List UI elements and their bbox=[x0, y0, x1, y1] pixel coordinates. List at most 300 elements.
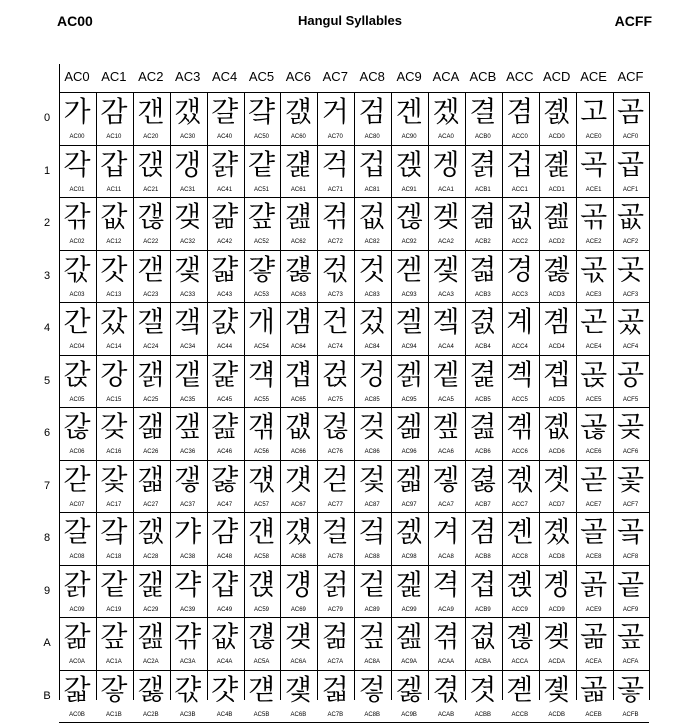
syllable-glyph: 곓 bbox=[543, 252, 571, 286]
code-point-label: AC3A bbox=[179, 659, 196, 665]
chart-cell bbox=[170, 512, 206, 564]
syllable-glyph: 겔 bbox=[395, 305, 423, 338]
chart-cell bbox=[539, 302, 575, 354]
chart-cell bbox=[539, 670, 575, 722]
chart-cell bbox=[244, 565, 280, 617]
row-header: B bbox=[43, 689, 51, 702]
code-point-label: AC15 bbox=[106, 396, 122, 403]
syllable-glyph: 곅 bbox=[506, 357, 534, 391]
code-point-label: AC94 bbox=[401, 344, 417, 350]
chart-cell bbox=[96, 670, 132, 722]
chart-cell bbox=[391, 407, 427, 459]
syllable-glyph: 간 bbox=[63, 305, 91, 338]
chart-cell bbox=[354, 355, 390, 407]
chart-cell bbox=[391, 670, 427, 722]
code-point-label: AC97 bbox=[401, 501, 417, 508]
code-point-label: ACF9 bbox=[622, 606, 639, 613]
code-point-label: ACBB bbox=[474, 711, 492, 718]
chart-cell bbox=[465, 512, 501, 564]
chart-cell bbox=[502, 250, 538, 302]
chart-cell bbox=[317, 460, 353, 512]
code-point-label: AC76 bbox=[327, 449, 343, 455]
chart-cell bbox=[244, 197, 280, 249]
syllable-glyph: 건 bbox=[321, 305, 349, 338]
syllable-glyph: 값 bbox=[100, 200, 128, 233]
chart-cell bbox=[465, 92, 501, 144]
chart-cell bbox=[133, 565, 169, 617]
syllable-glyph: 고 bbox=[580, 95, 608, 128]
code-point-label: ACD1 bbox=[548, 186, 565, 193]
syllable-glyph: 겤 bbox=[432, 305, 460, 338]
syllable-glyph: 걚 bbox=[247, 620, 276, 653]
row-header: 1 bbox=[43, 164, 51, 177]
code-point-label: AC48 bbox=[217, 554, 233, 560]
code-point-label: AC4B bbox=[216, 711, 233, 718]
chart-cell bbox=[59, 670, 95, 722]
code-point-label: AC38 bbox=[180, 554, 196, 560]
syllable-glyph: 걫 bbox=[284, 672, 312, 706]
code-point-label: ACC0 bbox=[511, 134, 528, 140]
chart-cell bbox=[207, 617, 243, 669]
chart-cell bbox=[244, 145, 280, 197]
code-point-label: ACA3 bbox=[438, 291, 454, 298]
chart-cell bbox=[207, 565, 243, 617]
row-header: A bbox=[43, 637, 51, 649]
chart-cell bbox=[96, 92, 132, 144]
code-point-label: AC6B bbox=[290, 711, 307, 718]
code-point-label: AC03 bbox=[69, 291, 85, 298]
code-point-label: ACC7 bbox=[511, 501, 528, 508]
code-point-label: ACB4 bbox=[475, 344, 491, 350]
chart-cell bbox=[96, 145, 132, 197]
chart-cell bbox=[465, 565, 501, 617]
syllable-glyph: 곕 bbox=[543, 357, 571, 391]
syllable-glyph: 걊 bbox=[211, 620, 239, 653]
code-point-label: AC86 bbox=[364, 449, 380, 455]
chart-cell bbox=[428, 302, 464, 354]
row-header: 3 bbox=[43, 269, 51, 282]
chart-cell bbox=[354, 617, 390, 669]
chart-cell bbox=[280, 670, 316, 722]
code-point-label: ACA5 bbox=[438, 396, 454, 403]
chart-cell bbox=[170, 670, 206, 722]
code-point-label: AC5B bbox=[253, 711, 270, 718]
syllable-glyph: 겊 bbox=[358, 620, 386, 653]
page-title: Hangul Syllables bbox=[297, 13, 403, 28]
syllable-glyph: 갶 bbox=[174, 410, 202, 443]
chart-cell bbox=[613, 617, 649, 669]
syllable-glyph: 곢 bbox=[580, 200, 608, 233]
chart-cell bbox=[576, 617, 612, 669]
code-point-label: ACF2 bbox=[622, 239, 639, 245]
chart-cell bbox=[576, 407, 612, 459]
chart-cell bbox=[354, 670, 390, 722]
syllable-glyph: 강 bbox=[100, 357, 128, 391]
chart-cell bbox=[502, 355, 538, 407]
chart-cell bbox=[613, 145, 649, 197]
syllable-glyph: 겛 bbox=[395, 672, 423, 706]
chart-cell bbox=[502, 197, 538, 249]
syllable-glyph: 갛 bbox=[100, 672, 128, 706]
chart-cell bbox=[317, 302, 353, 354]
syllable-glyph: 곉 bbox=[506, 567, 534, 601]
code-point-label: AC39 bbox=[180, 606, 196, 613]
row-header: 8 bbox=[43, 532, 51, 544]
code-point-label: AC78 bbox=[327, 554, 343, 560]
range-start-label: AC00 bbox=[57, 13, 93, 29]
syllable-glyph: 곘 bbox=[543, 515, 571, 548]
syllable-glyph: 겣 bbox=[432, 252, 460, 286]
chart-cell bbox=[170, 92, 206, 144]
syllable-glyph: 겠 bbox=[432, 95, 460, 128]
code-point-label: ACB8 bbox=[475, 554, 491, 560]
chart-cell bbox=[244, 407, 280, 459]
syllable-glyph: 곻 bbox=[616, 672, 645, 706]
chart-cell bbox=[354, 512, 390, 564]
chart-cell bbox=[354, 407, 390, 459]
chart-cell bbox=[613, 250, 649, 302]
code-point-label: ACDB bbox=[548, 711, 566, 718]
chart-cell bbox=[576, 302, 612, 354]
chart-cell bbox=[317, 355, 353, 407]
code-point-label: AC20 bbox=[143, 134, 159, 140]
chart-cell bbox=[539, 197, 575, 249]
chart-cell bbox=[576, 460, 612, 512]
syllable-glyph: 갲 bbox=[174, 200, 202, 233]
code-point-label: ACA8 bbox=[438, 554, 454, 560]
syllable-glyph: 겕 bbox=[395, 357, 423, 391]
code-point-label: AC9A bbox=[401, 659, 417, 665]
code-point-label: AC7B bbox=[327, 711, 344, 718]
chart-cell bbox=[170, 355, 206, 407]
code-point-label: ACF8 bbox=[622, 554, 639, 560]
syllable-glyph: 걅 bbox=[211, 357, 239, 391]
syllable-glyph: 겈 bbox=[358, 515, 386, 548]
code-point-label: AC25 bbox=[143, 396, 159, 403]
chart-cell bbox=[428, 250, 464, 302]
code-point-label: ACF3 bbox=[622, 291, 639, 298]
syllable-glyph: 갣 bbox=[137, 252, 165, 286]
syllable-glyph: 갋 bbox=[63, 672, 91, 706]
syllable-glyph: 겹 bbox=[469, 567, 497, 601]
syllable-glyph: 겲 bbox=[469, 200, 497, 233]
syllable-glyph: 겄 bbox=[358, 305, 386, 338]
syllable-glyph: 걥 bbox=[284, 357, 312, 391]
syllable-glyph: 갓 bbox=[100, 252, 128, 286]
syllable-glyph: 걐 bbox=[247, 95, 276, 128]
syllable-glyph: 각 bbox=[63, 147, 91, 181]
grid-column-divider bbox=[649, 92, 650, 700]
code-point-label: AC11 bbox=[106, 186, 122, 193]
code-point-label: ACEA bbox=[585, 659, 602, 665]
code-point-label: AC47 bbox=[217, 501, 233, 508]
chart-cell bbox=[428, 617, 464, 669]
syllable-glyph: 갩 bbox=[137, 567, 165, 601]
code-point-label: AC19 bbox=[106, 606, 122, 613]
chart-cell bbox=[59, 512, 95, 564]
chart-cell bbox=[280, 617, 316, 669]
chart-cell bbox=[576, 145, 612, 197]
syllable-glyph: 곷 bbox=[616, 462, 645, 496]
code-point-label: AC50 bbox=[253, 134, 269, 140]
chart-cell bbox=[207, 355, 243, 407]
chart-cell bbox=[244, 302, 280, 354]
syllable-glyph: 겸 bbox=[469, 515, 497, 548]
syllable-glyph: 곇 bbox=[506, 462, 534, 496]
chart-cell bbox=[207, 145, 243, 197]
code-point-label: AC92 bbox=[401, 239, 417, 245]
code-point-label: AC09 bbox=[69, 606, 85, 613]
chart-cell bbox=[354, 197, 390, 249]
code-point-label: AC88 bbox=[364, 554, 380, 560]
chart-cell bbox=[317, 250, 353, 302]
code-point-label: AC9B bbox=[401, 711, 417, 718]
syllable-glyph: 겡 bbox=[432, 147, 460, 181]
chart-cell bbox=[207, 92, 243, 144]
code-point-label: AC60 bbox=[290, 134, 306, 140]
code-point-label: ACD9 bbox=[548, 606, 565, 613]
code-point-label: AC8A bbox=[364, 659, 381, 665]
code-point-label: ACB1 bbox=[475, 186, 491, 193]
chart-cell bbox=[391, 92, 427, 144]
code-point-label: AC73 bbox=[327, 291, 343, 298]
chart-cell bbox=[207, 250, 243, 302]
syllable-glyph: 곪 bbox=[580, 620, 608, 653]
chart-cell bbox=[280, 302, 316, 354]
chart-cell bbox=[59, 250, 95, 302]
syllable-glyph: 겸 bbox=[506, 95, 534, 128]
code-point-label: ACC8 bbox=[511, 554, 528, 560]
chart-cell bbox=[207, 670, 243, 722]
code-point-label: AC36 bbox=[180, 449, 196, 455]
code-point-label: AC8B bbox=[364, 711, 381, 718]
syllable-glyph: 갅 bbox=[63, 357, 91, 391]
code-point-label: ACB6 bbox=[475, 449, 491, 455]
code-point-label: AC30 bbox=[180, 134, 196, 140]
syllable-glyph: 걃 bbox=[211, 252, 239, 286]
chart-cell bbox=[391, 197, 427, 249]
syllable-glyph: 가 bbox=[63, 95, 91, 128]
chart-cell bbox=[207, 302, 243, 354]
code-point-label: AC41 bbox=[217, 186, 233, 193]
syllable-glyph: 계 bbox=[506, 305, 534, 338]
chart-cell bbox=[613, 670, 649, 722]
chart-cell bbox=[391, 145, 427, 197]
syllable-glyph: 겴 bbox=[469, 305, 497, 338]
code-point-label: AC23 bbox=[143, 291, 159, 298]
chart-cell bbox=[576, 670, 612, 722]
code-point-label: AC84 bbox=[364, 344, 380, 350]
chart-cell bbox=[465, 197, 501, 249]
code-point-label: ACF5 bbox=[622, 396, 639, 403]
syllable-glyph: 갈 bbox=[63, 515, 91, 548]
chart-cell bbox=[502, 145, 538, 197]
code-point-label: ACE6 bbox=[585, 449, 602, 455]
chart-cell bbox=[391, 565, 427, 617]
syllable-glyph: 겫 bbox=[432, 672, 460, 706]
syllable-glyph: 갤 bbox=[137, 305, 165, 338]
code-point-label: AC70 bbox=[327, 134, 343, 140]
code-point-label: AC04 bbox=[69, 344, 85, 350]
code-point-label: AC89 bbox=[364, 606, 380, 613]
column-header: AC4 bbox=[211, 69, 238, 84]
syllable-glyph: 갘 bbox=[100, 515, 128, 548]
chart-cell bbox=[133, 250, 169, 302]
chart-cell bbox=[613, 302, 649, 354]
chart-cell bbox=[428, 407, 464, 459]
chart-cell bbox=[133, 670, 169, 722]
syllable-glyph: 걋 bbox=[211, 672, 239, 706]
chart-cell bbox=[428, 565, 464, 617]
code-point-label: AC21 bbox=[143, 186, 159, 193]
code-point-label: ACC4 bbox=[511, 344, 528, 350]
chart-cell bbox=[502, 407, 538, 459]
code-point-label: ACD3 bbox=[548, 291, 565, 298]
code-point-label: AC65 bbox=[290, 396, 306, 403]
syllable-glyph: 겗 bbox=[395, 462, 423, 496]
syllable-glyph: 겐 bbox=[395, 95, 423, 128]
code-point-label: AC55 bbox=[253, 396, 269, 403]
syllable-glyph: 곐 bbox=[543, 95, 571, 128]
syllable-glyph: 걢 bbox=[284, 200, 312, 233]
syllable-glyph: 곰 bbox=[616, 95, 645, 128]
syllable-glyph: 걓 bbox=[247, 252, 276, 286]
chart-cell bbox=[96, 407, 132, 459]
syllable-glyph: 걘 bbox=[247, 515, 276, 548]
chart-cell bbox=[465, 250, 501, 302]
code-point-label: AC83 bbox=[364, 291, 380, 298]
syllable-glyph: 걣 bbox=[284, 252, 312, 286]
chart-cell bbox=[317, 197, 353, 249]
code-point-label: AC12 bbox=[106, 239, 122, 245]
code-point-label: ACE3 bbox=[585, 291, 602, 298]
code-point-label: ACD4 bbox=[548, 344, 565, 350]
code-point-label: AC13 bbox=[106, 291, 122, 298]
chart-cell bbox=[391, 460, 427, 512]
code-point-label: ACE4 bbox=[585, 344, 602, 350]
code-point-label: AC2A bbox=[142, 659, 159, 665]
code-point-label: AC54 bbox=[253, 344, 269, 350]
code-point-label: AC01 bbox=[69, 186, 85, 193]
chart-cell bbox=[539, 355, 575, 407]
chart-cell bbox=[170, 197, 206, 249]
code-point-label: AC64 bbox=[290, 344, 306, 350]
chart-cell bbox=[170, 302, 206, 354]
chart-cell bbox=[59, 92, 95, 144]
chart-cell bbox=[317, 565, 353, 617]
chart-cell bbox=[280, 407, 316, 459]
syllable-glyph: 곑 bbox=[543, 147, 571, 181]
code-point-label: ACE8 bbox=[585, 554, 602, 560]
syllable-glyph: 걨 bbox=[284, 515, 312, 548]
chart-cell bbox=[207, 460, 243, 512]
code-point-label: ACC1 bbox=[511, 186, 528, 193]
syllable-glyph: 걒 bbox=[247, 200, 276, 233]
syllable-glyph: 걄 bbox=[211, 305, 239, 338]
code-point-label: AC29 bbox=[143, 606, 159, 613]
syllable-glyph: 거 bbox=[321, 95, 349, 128]
code-point-label: AC61 bbox=[290, 186, 306, 193]
syllable-glyph: 겵 bbox=[469, 357, 497, 391]
chart-cell bbox=[170, 565, 206, 617]
code-point-label: AC35 bbox=[180, 396, 196, 403]
syllable-glyph: 겖 bbox=[395, 410, 423, 443]
syllable-glyph: 갑 bbox=[100, 147, 128, 181]
code-point-label: AC42 bbox=[217, 239, 233, 245]
chart-cell bbox=[465, 302, 501, 354]
syllable-glyph: 겒 bbox=[395, 200, 423, 233]
syllable-glyph: 공 bbox=[616, 357, 645, 391]
syllable-glyph: 곩 bbox=[580, 567, 608, 601]
code-point-label: ACA6 bbox=[438, 449, 454, 455]
chart-cell bbox=[428, 355, 464, 407]
syllable-glyph: 겂 bbox=[358, 200, 386, 233]
code-point-label: AC07 bbox=[69, 501, 85, 508]
syllable-glyph: 곤 bbox=[580, 305, 608, 338]
syllable-glyph: 갠 bbox=[137, 95, 165, 128]
code-point-label: AC79 bbox=[327, 606, 343, 613]
chart-cell bbox=[133, 197, 169, 249]
column-header: AC0 bbox=[64, 69, 90, 84]
syllable-glyph: 곖 bbox=[543, 410, 571, 443]
code-point-label: AC75 bbox=[327, 396, 343, 403]
syllable-glyph: 곱 bbox=[616, 147, 645, 181]
syllable-glyph: 갂 bbox=[63, 200, 91, 233]
code-point-label: AC05 bbox=[69, 396, 85, 403]
chart-cell bbox=[170, 250, 206, 302]
code-point-label: AC85 bbox=[364, 396, 380, 403]
syllable-glyph: 검 bbox=[358, 95, 386, 128]
syllable-glyph: 갖 bbox=[100, 410, 128, 443]
chart-cell bbox=[539, 407, 575, 459]
column-header: AC2 bbox=[138, 69, 164, 84]
syllable-glyph: 갹 bbox=[174, 567, 202, 601]
syllable-glyph: 걇 bbox=[211, 462, 239, 496]
chart-cell bbox=[133, 355, 169, 407]
code-point-label: ACB2 bbox=[475, 239, 491, 245]
syllable-glyph: 결 bbox=[469, 95, 497, 128]
code-point-label: AC51 bbox=[253, 186, 269, 193]
code-point-label: AC56 bbox=[253, 449, 269, 455]
syllable-glyph: 곈 bbox=[506, 515, 534, 548]
row-header: 4 bbox=[43, 322, 51, 334]
chart-cell bbox=[465, 460, 501, 512]
chart-cell bbox=[576, 565, 612, 617]
chart-cell bbox=[502, 565, 538, 617]
code-point-label: AC37 bbox=[180, 501, 196, 508]
chart-cell bbox=[613, 92, 649, 144]
syllable-glyph: 갸 bbox=[174, 515, 202, 548]
syllable-glyph: 걩 bbox=[284, 567, 312, 601]
chart-cell bbox=[391, 617, 427, 669]
code-point-label: AC62 bbox=[290, 239, 306, 245]
code-point-label: AC98 bbox=[401, 554, 417, 560]
chart-cell bbox=[576, 355, 612, 407]
syllable-glyph: 곣 bbox=[580, 252, 608, 286]
code-point-label: ACF0 bbox=[622, 134, 639, 140]
code-point-label: AC26 bbox=[143, 449, 159, 455]
syllable-glyph: 걦 bbox=[284, 410, 312, 443]
code-point-label: ACA2 bbox=[438, 239, 454, 245]
chart-cell bbox=[170, 617, 206, 669]
chart-cell bbox=[317, 407, 353, 459]
chart-cell bbox=[428, 670, 464, 722]
syllable-glyph: 겂 bbox=[506, 200, 534, 233]
code-point-label: AC27 bbox=[143, 501, 159, 508]
syllable-glyph: 걠 bbox=[284, 95, 312, 128]
code-point-label: AC99 bbox=[401, 606, 417, 613]
code-point-label: ACB9 bbox=[475, 606, 491, 613]
